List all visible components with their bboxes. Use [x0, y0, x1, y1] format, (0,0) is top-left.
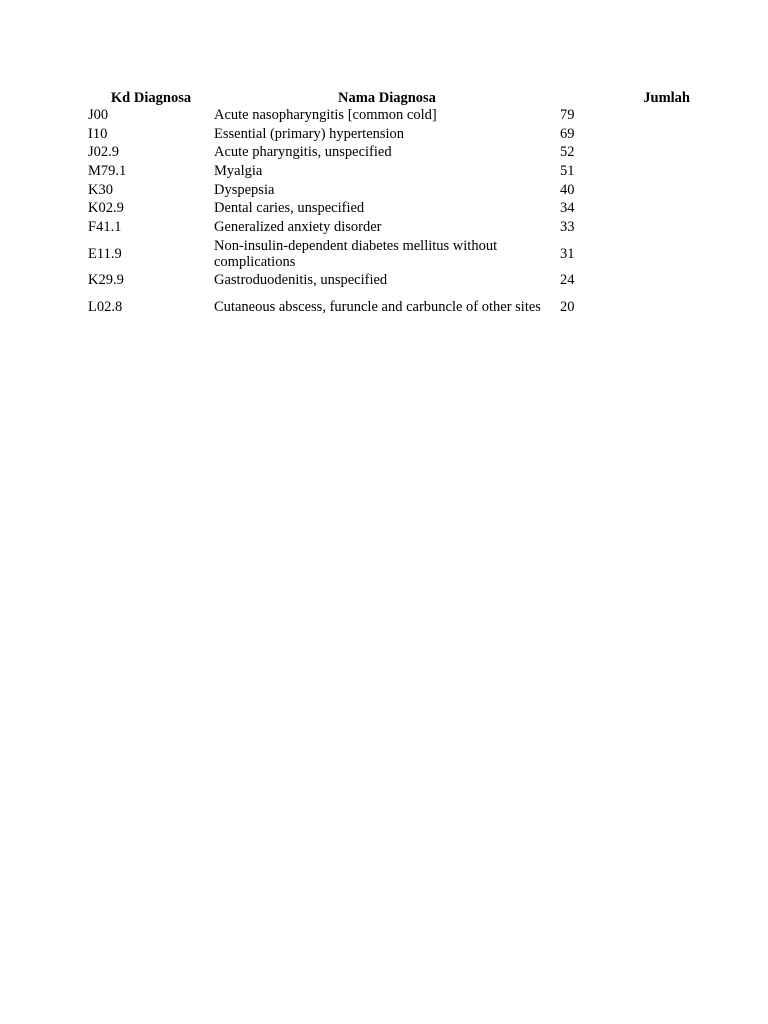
table-row: [88, 290, 690, 325]
table-row: [88, 199, 690, 218]
diagnosis-count: 31: [560, 245, 575, 262]
diagnosis-name: Gastroduodenitis, unspecified: [214, 272, 388, 289]
diagnosis-count: 20: [560, 299, 575, 316]
diagnosis-code: I10: [88, 125, 108, 142]
diagnosis-count: 24: [560, 272, 575, 289]
diagnosis-name: Dyspepsia: [214, 181, 275, 198]
diagnosis-code: K02.9: [88, 200, 124, 217]
diagnosis-count: 69: [560, 125, 575, 142]
diagnosis-name: Cutaneous abscess, furuncle and carbuncle of other sites: [214, 299, 541, 316]
table-row: [88, 180, 690, 199]
diagnosis-name-cell: [214, 290, 560, 325]
diagnosis-code: K30: [88, 181, 113, 198]
diagnosis-name: Dental caries, unspecified: [214, 200, 365, 217]
diagnosis-name: Acute pharyngitis, unspecified: [214, 144, 392, 161]
diagnosis-code: J02.9: [88, 144, 120, 161]
table-row: [88, 143, 690, 162]
table-row: [88, 271, 690, 290]
diagnosis-code: E11.9: [88, 245, 122, 262]
table-row: [88, 162, 690, 181]
diagnosis-table: [88, 88, 690, 325]
table-row: [88, 218, 690, 237]
diagnosis-name-cell: [214, 236, 560, 271]
table-body: [88, 106, 690, 325]
header-jumlah: Jumlah: [643, 90, 690, 106]
diagnosis-name: Essential (primary) hypertension: [214, 125, 405, 142]
table-row: [88, 236, 690, 271]
header-kd-diagnosa: Kd Diagnosa: [110, 90, 192, 106]
header-nama-diagnosa: Nama Diagnosa: [338, 90, 436, 106]
diagnosis-count: 33: [560, 218, 575, 235]
diagnosis-count: 52: [560, 144, 575, 161]
diagnosis-name: Generalized anxiety disorder: [214, 218, 382, 235]
diagnosis-code: J00: [88, 107, 109, 124]
diagnosis-name: Acute nasopharyngitis [common cold]: [214, 107, 437, 124]
diagnosis-name: Non-insulin-dependent diabetes mellitus without complications: [214, 237, 498, 270]
diagnosis-code: L02.8: [88, 299, 123, 316]
table-header: [88, 88, 690, 106]
diagnosis-code: M79.1: [88, 163, 127, 180]
diagnosis-name: Myalgia: [214, 163, 263, 180]
table-row: [88, 125, 690, 144]
table-row: [88, 106, 690, 125]
diagnosis-code: F41.1: [88, 218, 122, 235]
diagnosis-count: 51: [560, 163, 575, 180]
diagnosis-count: 40: [560, 181, 575, 198]
diagnosis-count: 79: [560, 107, 575, 124]
diagnosis-count: 34: [560, 200, 575, 217]
diagnosis-code: K29.9: [88, 272, 124, 289]
header-row: [88, 88, 690, 106]
